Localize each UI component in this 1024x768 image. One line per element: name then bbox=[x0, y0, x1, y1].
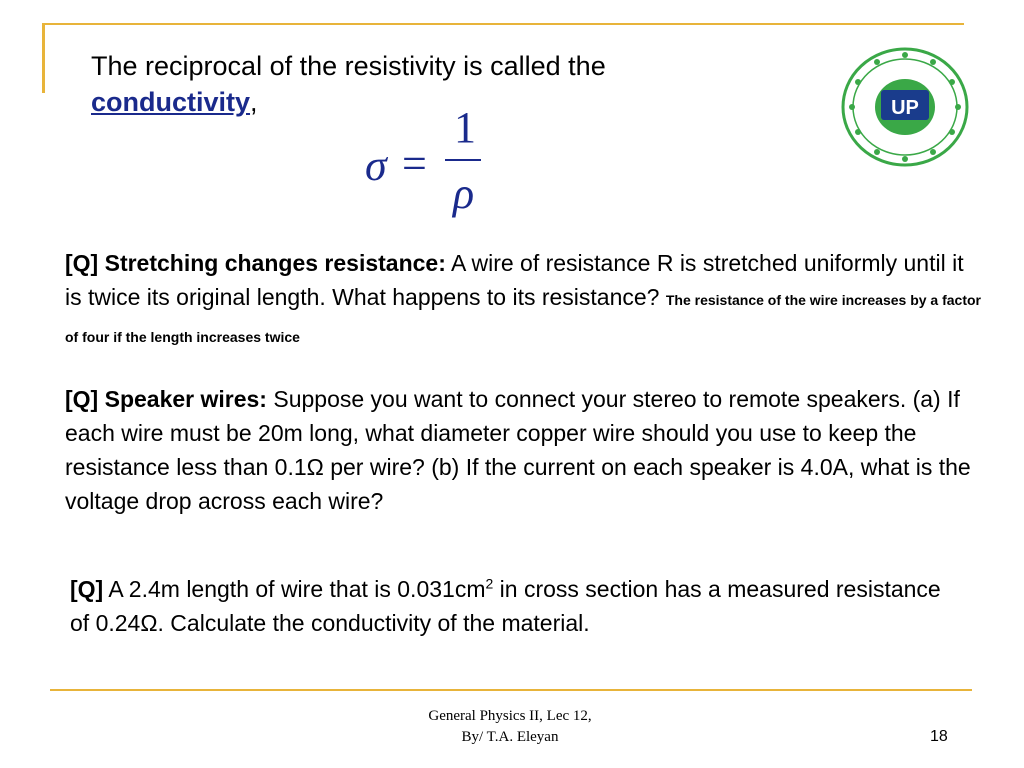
page-number: 18 bbox=[930, 728, 948, 745]
q3-superscript: 2 bbox=[485, 575, 494, 592]
question-speaker-wires bbox=[65, 382, 985, 518]
footer-credit bbox=[380, 706, 640, 748]
question-stretching bbox=[65, 246, 985, 354]
conductivity-term: conductivity bbox=[91, 87, 251, 117]
q3-body-before: A 2.4m length of wire that is 0.031cm bbox=[103, 576, 486, 602]
q3-body-after: in cross section has a measured resistance of 0.24Ω. Calculate the conductivity of the material. bbox=[70, 576, 941, 636]
logo-up-text: UP bbox=[891, 97, 919, 119]
left-rule bbox=[42, 23, 45, 93]
q1-body: A wire of resistance R is stretched uniformly until it is twice its original length. What happens to its resistance? bbox=[65, 250, 964, 310]
top-rule bbox=[42, 23, 964, 25]
formula-rho: ρ bbox=[453, 169, 475, 218]
bottom-rule bbox=[50, 689, 972, 691]
intro-line1: The reciprocal of the resistivity is called the bbox=[91, 51, 606, 81]
q1-answer: The resistance of the wire increases by a factor of four if the length increases twice bbox=[65, 292, 981, 345]
formula-sigma: σ bbox=[365, 141, 387, 190]
formula-equals: = bbox=[402, 139, 427, 188]
formula-numerator: 1 bbox=[454, 103, 476, 152]
university-seal-icon bbox=[837, 44, 973, 170]
question-conductivity bbox=[70, 572, 950, 640]
q2-label: [Q] Speaker wires: bbox=[65, 386, 267, 412]
intro-text bbox=[91, 48, 606, 120]
q1-label: [Q] Stretching changes resistance: bbox=[65, 250, 446, 276]
intro-comma: , bbox=[250, 87, 258, 117]
conductivity-formula bbox=[365, 103, 505, 228]
footer-line2: By/ T.A. Eleyan bbox=[461, 729, 559, 745]
footer-line1: General Physics II, Lec 12, bbox=[428, 708, 592, 724]
formula-fraction-bar bbox=[445, 159, 481, 161]
q2-body: Suppose you want to connect your stereo to remote speakers. (a) If each wire must be 20m long, what diameter copper wire should you use to keep the resistance less than 0.1Ω per wire? (b) If the current on each speaker is 4.0A, what is the voltage drop across each wire? bbox=[65, 386, 971, 514]
university-logo bbox=[837, 44, 973, 170]
q3-label: [Q] bbox=[70, 576, 104, 602]
